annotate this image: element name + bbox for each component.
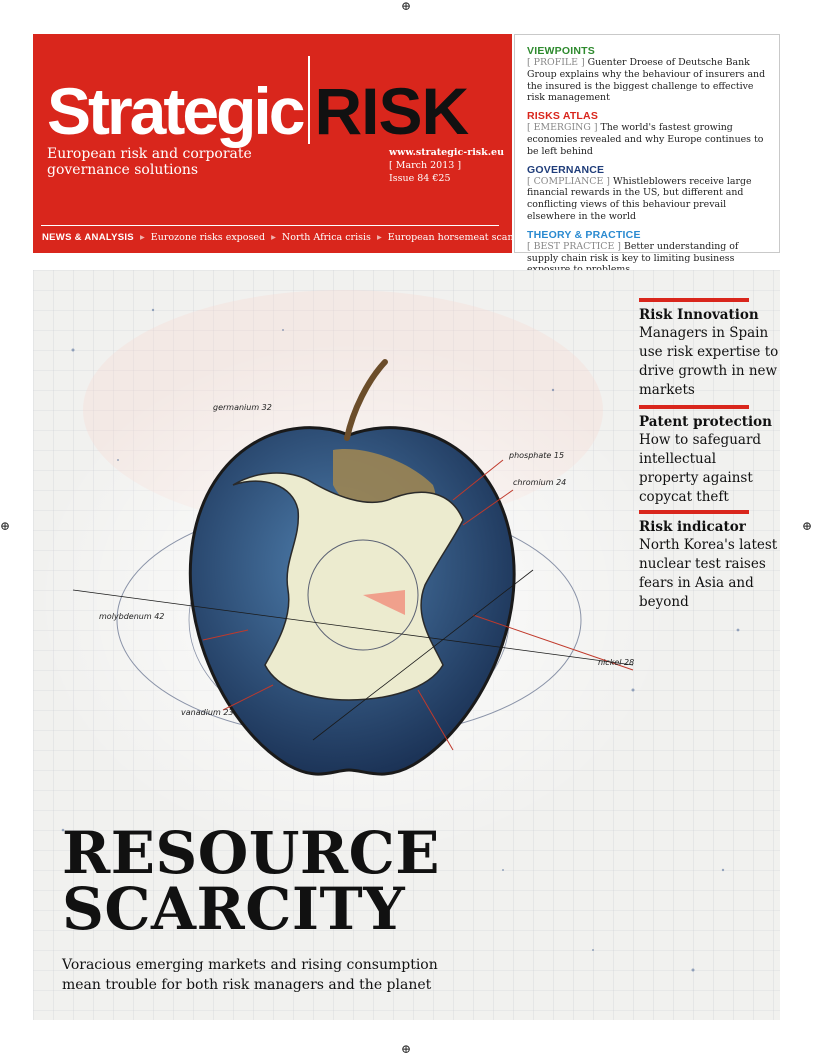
label-nickel: nickel 28 [598, 658, 635, 667]
label-phosphate: phosphate 15 [509, 451, 565, 460]
separator-icon: ▸ [139, 232, 145, 243]
logo-divider [308, 56, 310, 144]
cover-headline [62, 819, 440, 943]
contents-heading: GOVERNANCE [527, 163, 605, 176]
contents-summary: Better understanding of supply chain risk is key to limiting business [527, 240, 739, 264]
teaser-bar [639, 298, 749, 302]
contents-text [527, 57, 779, 104]
contents-heading: THEORY & PRACTICE [527, 228, 641, 241]
contents-heading: RISKS ATLAS [527, 110, 599, 123]
separator-icon: ▸ [271, 232, 276, 243]
logo-risk: RISK [314, 74, 469, 148]
teaser-risk-indicator[interactable] [639, 510, 779, 612]
label-vanadium: vanadium 23 [181, 708, 234, 717]
logo-strategic: Strategic [47, 74, 303, 148]
crop-mark-left: ⊕ [0, 519, 11, 533]
news-analysis-bar [42, 232, 528, 243]
news-analysis-label: NEWS & ANALYSIS [42, 232, 134, 243]
teaser-heading: Risk Innovation [639, 307, 759, 323]
contents-item-viewpoints [527, 45, 779, 104]
issue-info [389, 146, 504, 185]
teaser-text: Managers in Spain use risk expertise to drive growth in new markets [639, 325, 779, 398]
teaser-text: How to safeguard intellectual property against copycat theft [639, 432, 762, 505]
contents-tag: [ EMERGING ] [527, 122, 598, 134]
contents-tag: [ COMPLIANCE ] [527, 175, 610, 187]
website-url[interactable]: www.strategic-risk.eu [389, 147, 504, 158]
label-chromium: chromium 24 [513, 478, 567, 487]
contents-tag: [ BEST PRACTICE ] [527, 240, 621, 252]
cover-standfirst: Voracious emerging markets and rising consumption mean trouble for both risk managers and the planet [62, 957, 438, 993]
teaser-risk-innovation[interactable] [639, 298, 779, 400]
contents-item-risks-atlas [527, 110, 779, 157]
issue-number-price: Issue 84 €25 [389, 173, 451, 184]
crop-mark-bottom: ⊕ [401, 1042, 412, 1055]
crop-mark-right: ⊕ [802, 519, 813, 533]
tagline: European risk and corporate governance solutions [47, 146, 252, 178]
logo [47, 56, 469, 148]
label-germanium: germanium 32 [213, 403, 272, 412]
separator-icon: ▸ [376, 232, 382, 243]
contents-tag: [ PROFILE ] [527, 57, 585, 68]
teaser-bar [639, 510, 749, 514]
headline-line-2: SCARCITY [62, 875, 406, 943]
headline-line-1: RESOURCE [62, 819, 440, 887]
contents-item-governance [527, 164, 779, 223]
news-item-eurozone: Eurozone risks exposed [150, 232, 266, 243]
news-item-north-africa: North Africa crisis [281, 232, 371, 243]
teaser-patent-protection[interactable] [639, 405, 779, 507]
masthead-rule [41, 225, 499, 226]
teaser-heading: Risk indicator [639, 519, 746, 535]
teaser-bar [639, 405, 749, 409]
contents-heading: VIEWPOINTS [527, 45, 595, 57]
issue-date: [ March 2013 ] [389, 160, 462, 171]
contents-box [514, 34, 780, 264]
contents-summary: The world's fastest growing economies revealed and why Europe continues to be left behind [527, 122, 764, 157]
teaser-text: North Korea's latest nuclear test raises fears in Asia and beyond [639, 537, 778, 610]
contents-summary: Whistleblowers receive large financial rewards in the US, but different and conflicting views of this behaviour prevail elsewhere in the world [527, 175, 752, 222]
crop-mark-top: ⊕ [401, 0, 412, 13]
contents-text [527, 122, 779, 157]
masthead [33, 34, 529, 253]
teaser-heading: Patent protection [639, 414, 772, 430]
news-item-horsemeat: European horsemeat scandal [387, 232, 529, 243]
contents-text [527, 176, 779, 223]
contents-summary: Guenter Droese of Deutsche Bank Group explains why the behaviour of insurers and the insured is the biggest challenge to effective risk management [527, 57, 766, 104]
label-molybdenum: molybdenum 42 [99, 612, 165, 621]
